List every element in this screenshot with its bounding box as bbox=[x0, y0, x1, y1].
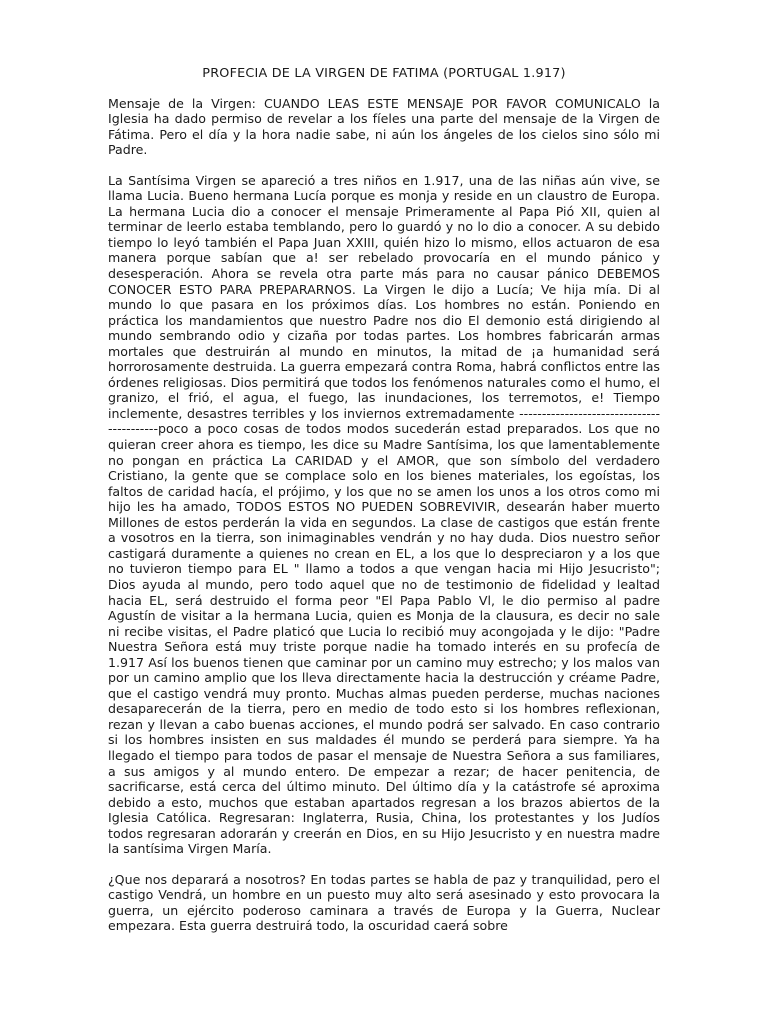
document-page bbox=[108, 66, 660, 934]
document-title: PROFECIA DE LA VIRGEN DE FATIMA (PORTUGAL 1.917) bbox=[202, 66, 566, 81]
paragraph-closing: ¿Que nos deparará a nosotros? En todas partes se habla de paz y tranquilidad, pero el castigo Vendrá, un hombre en un puesto muy alto será asesinado y esto provocara la guerra, un ejército poderoso caminara a través de Europa y la Guerra, Nuclear empezara. Esta guerra destruirá todo, la oscuridad caerá sobre bbox=[108, 871, 660, 934]
paragraph-intro: Mensaje de la Virgen: CUANDO LEAS ESTE MENSAJE POR FAVOR COMUNICALO la Iglesia ha dado permiso de revelar a los fíeles una parte del mensaje de la Virgen de Fátima. Pero el día y la hora nadie sabe, ni aún los ángeles de los cielos sino sólo mi Padre. bbox=[108, 95, 660, 158]
paragraph-main: La Santísima Virgen se apareció a tres niños en 1.917, una de las niñas aún vive, se llama Lucia. Bueno hermana Lucía porque es monja y reside en un claustro de Europa. La hermana Lucia dio a conocer el mensaje Primeramente al Papa Pió XII, quien al terminar de leerlo estaba temblando, pero lo guardó y no lo dio a conocer. A su debido tiempo lo leyó también el Papa Juan XXIII, quién hizo lo mismo, ellos actuaron de esa manera porque sabían que a! ser rebelado provocaría en el mundo pánico y desesperación. Ahora se revela otra parte más para no causar pánico DEBEMOS CONOCER ESTO PARA PREPARARNOS. La Virgen le dijo a Lucía; Ve hija mía. Di al mundo lo que pasara en los próximos días. Los hombres no están. Poniendo en práctica los mandamientos que nuestro Padre nos dio El demonio está dirigiendo al mundo sembrando odio y cizaña por todas partes. Los hombres fabricarán armas mortales que destruirán al mundo en minutos, la mitad de ¡a humanidad será horrorosamente destruida. La guerra empezará contra Roma, habrá conflictos entre las órdenes religiosas. Dios permitirá que todos los fenómenos naturales como el humo, el granizo, el frió, el agua, el fuego, las inundaciones, los terremotos, e! Tiempo inclemente, desastres terribles y los inviernos extremadamente ------------------------------------------poco a poco cosas de todos modos sucederán estad preparados. Los que no quieran creer ahora es tiempo, les dice su Madre Santísima, los que lamentablemente no pongan en práctica La CARIDAD y el AMOR, que son símbolo del verdadero Cristiano, la gente que se complace solo en los bienes materiales, los egoístas, los faltos de caridad hacía, el prójimo, y los que no se amen los unos a los otros como mi hijo les ha amado, TODOS ESTOS NO PUEDEN SOBREVIVIR, desearán haber muerto Millones de estos perderán la vida en segundos. La clase de castigos que están frente a vosotros en la tierra, son inimaginables vendrán y no hay duda. Dios nuestro señor castigará duramente a quienes no crean en EL, a los que lo despreciaron y a los que no tuvieron tiempo para EL " llamo a todos a que vengan hacia mi Hijo Jesucristo"; Dios ayuda al mundo, pero todo aquel que no de testimonio de fidelidad y lealtad hacia EL, será destruido el forma peor "El Papa Pablo Vl, le dio permiso al padre Agustín de visitar a la hermana Lucia, quien es Monja de la clausura, es decir no sale ni recibe visitas, el Padre platicó que Lucia lo recibió muy acongojada y le dijo: "Padre Nuestra Señora está muy triste porque nadie ha tomado interés en su profecía de 1.917 Así los buenos tienen que caminar por un camino muy estrecho; y los malos van por un camino amplio que los lleva directamente hacia la destrucción y créame Padre, que el castigo vendrá muy pronto. Muchas almas pueden perderse, muchas naciones desaparecerán de la tierra, pero en medio de todo esto si los hombres reflexionan, rezan y llevan a cabo buenas acciones, el mundo podrá ser salvado. En caso contrario si los hombres insisten en sus maldades él mundo se perderá para siempre. Ya ha llegado el tiempo para todos de pasar el mensaje de Nuestra Señora a sus familiares, a sus amigos y al mundo entero. De empezar a rezar; de hacer penitencia, de sacrificarse, está cerca del último minuto. Del último día y la catástrofe sé aproxima debido a esto, muchos que estaban apartados regresan a los brazos abiertos de la Iglesia Católica. Regresaran: Inglaterra, Rusia, China, los protestantes y los Judíos todos regresaran adorarán y creerán en Dios, en su Hijo Jesucristo y en nuestra madre la santísima Virgen María. bbox=[108, 172, 660, 857]
